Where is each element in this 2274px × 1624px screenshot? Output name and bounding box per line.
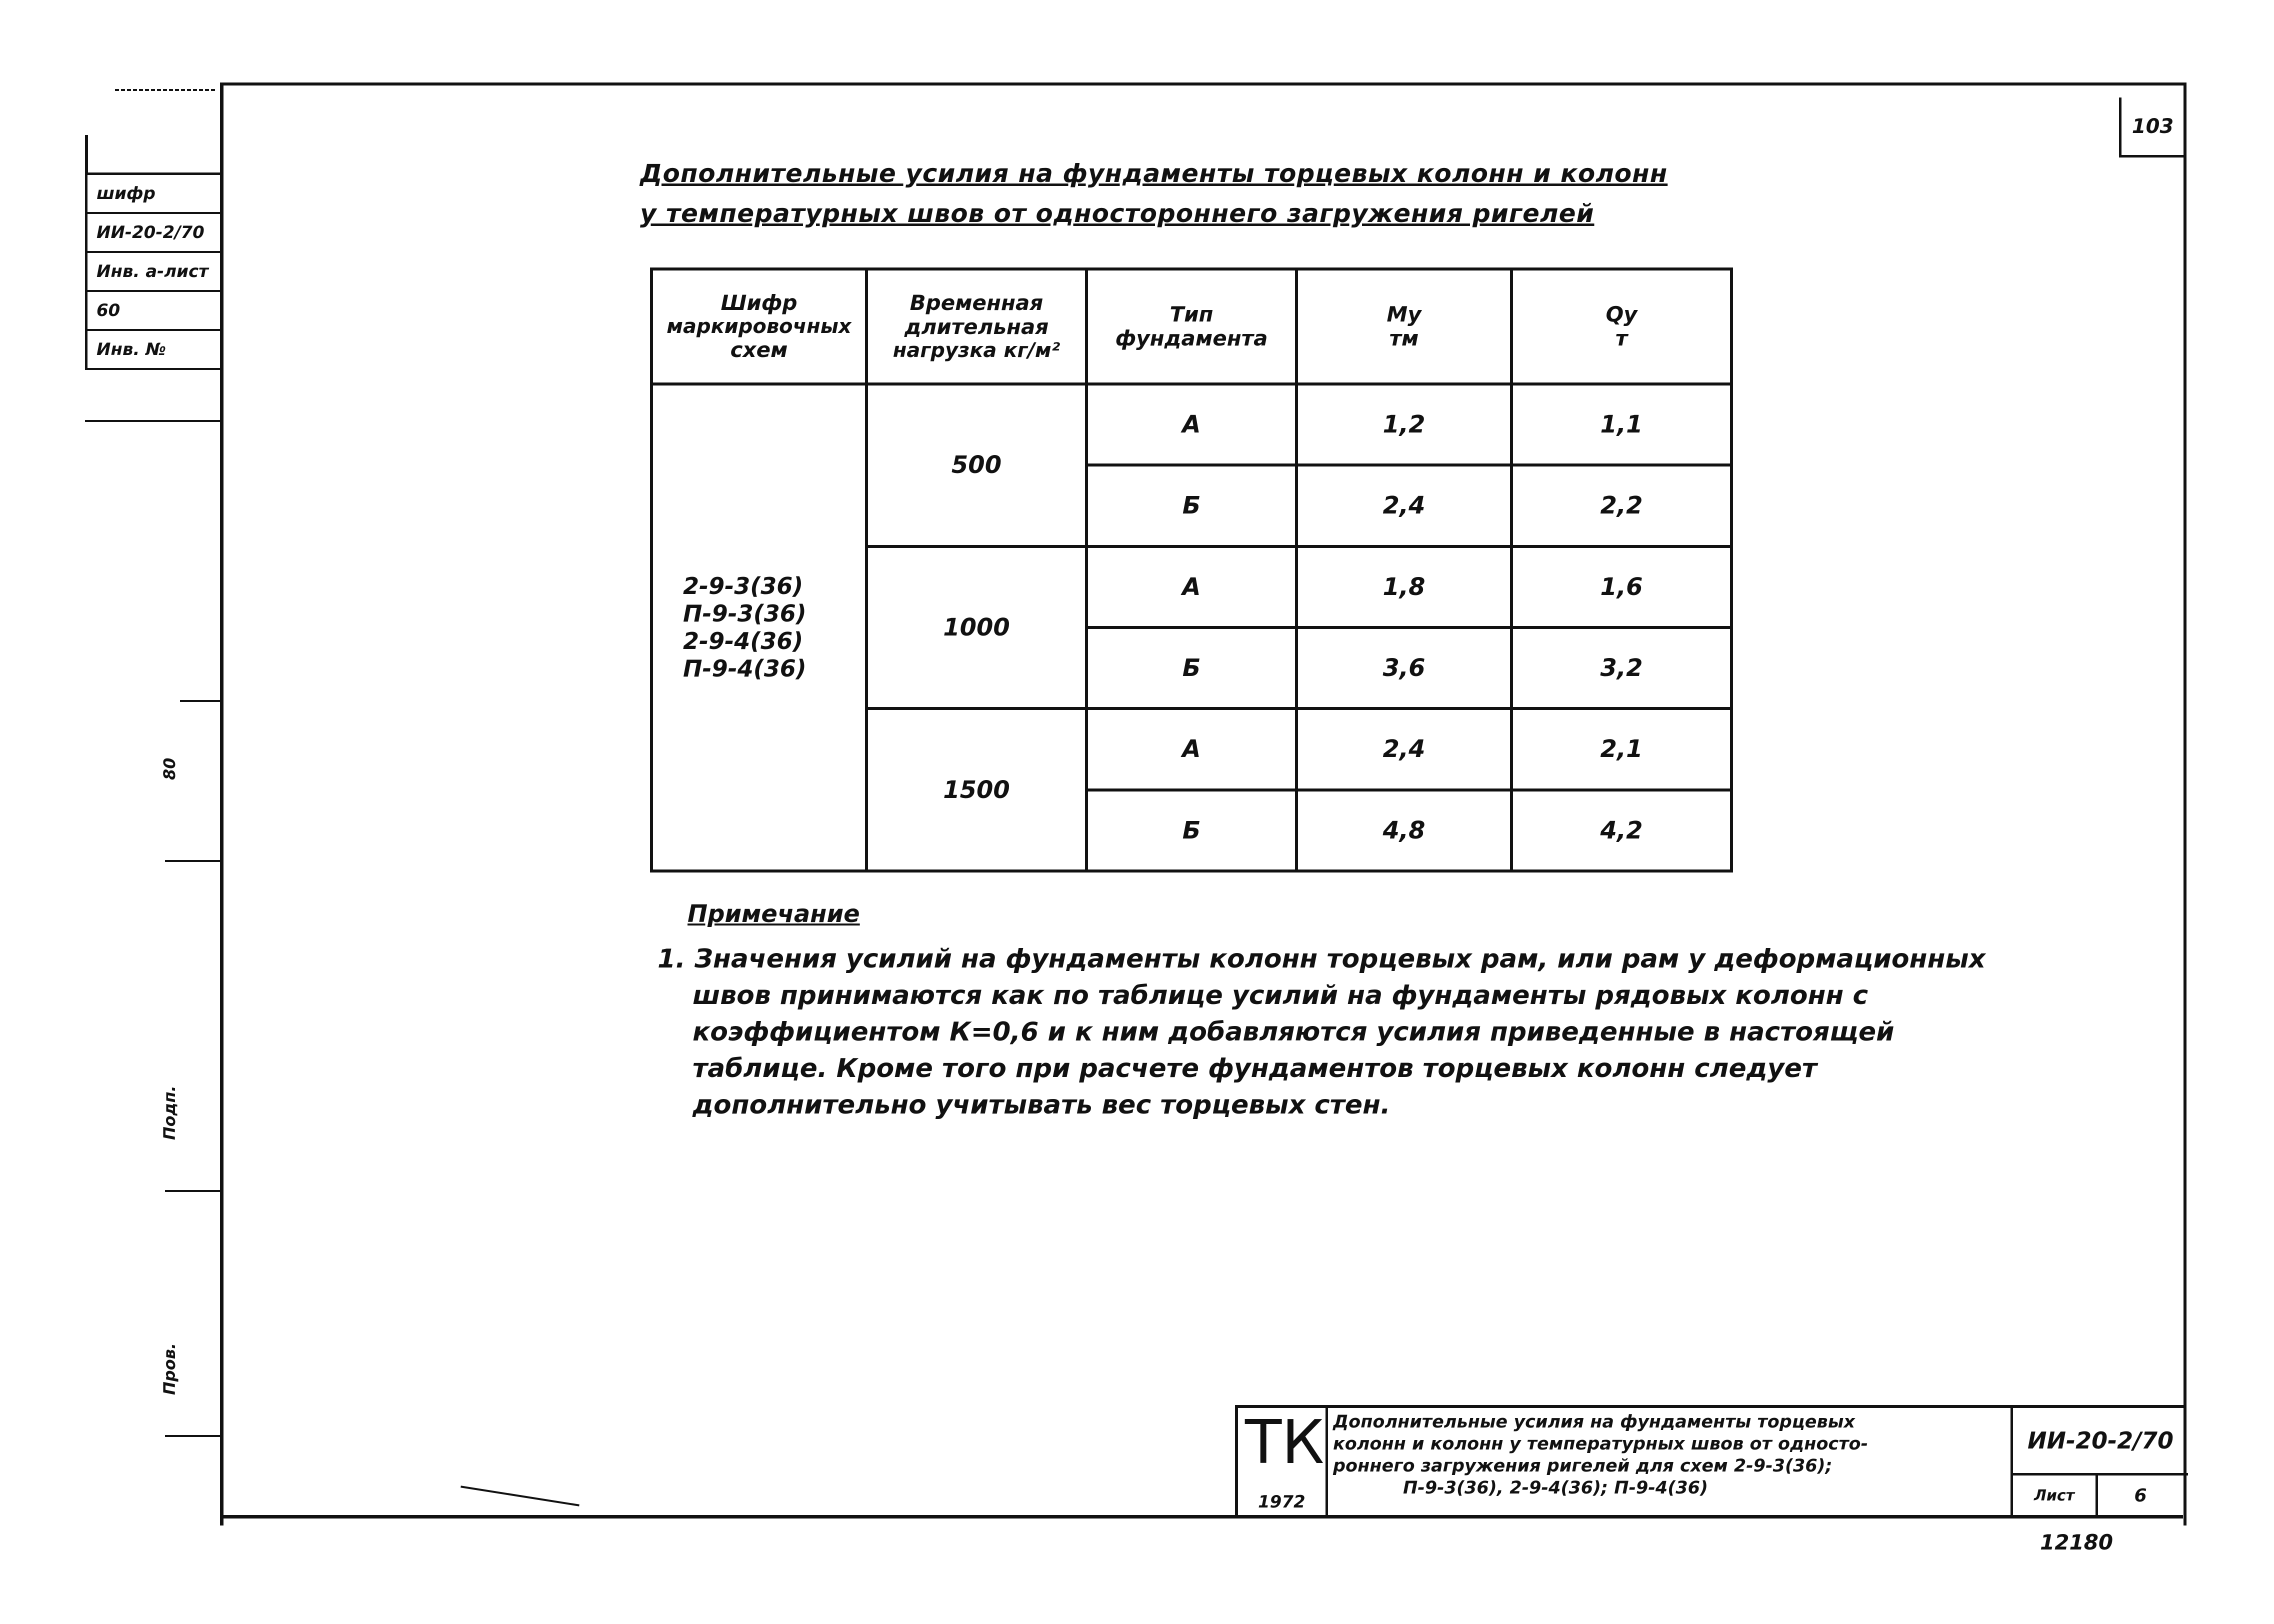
document-title-line-1: Дополнительные усилия на фундаменты торцевых колонн и колонн bbox=[640, 159, 1668, 188]
load-cell: 1500 bbox=[866, 708, 1086, 871]
header-line: Мy bbox=[1386, 302, 1422, 326]
organization-logo: ТК bbox=[1245, 1408, 1324, 1478]
moment-cell: 1,2 bbox=[1296, 384, 1512, 465]
shear-cell: 4,2 bbox=[1512, 790, 1732, 871]
header-line: маркировочных bbox=[666, 315, 852, 338]
type-cell: А bbox=[1086, 546, 1296, 628]
moment-cell: 2,4 bbox=[1296, 708, 1512, 790]
type-cell: Б bbox=[1086, 790, 1296, 871]
stamp-description-line: колонн и колонн у температурных швов от односто- bbox=[1333, 1434, 1868, 1454]
header-line: Тип bbox=[1170, 302, 1214, 326]
type-cell: Б bbox=[1086, 465, 1296, 546]
note-line: коэффициентом К=0,6 и к ним добавляются усилия приведенные в настоящей bbox=[692, 1017, 1894, 1047]
forces-table bbox=[650, 268, 1733, 872]
shear-cell: 1,1 bbox=[1512, 384, 1732, 465]
type-cell: Б bbox=[1086, 628, 1296, 708]
note-line: 1. Значения усилий на фундаменты колонн торцевых рам, или рам у деформационных bbox=[658, 944, 1986, 974]
header-foundation-type bbox=[1086, 269, 1296, 384]
left-strip-divider bbox=[165, 1190, 222, 1192]
left-strip-divider bbox=[85, 420, 220, 422]
table-row bbox=[652, 384, 1732, 465]
note-body bbox=[658, 941, 2108, 1124]
left-rule bbox=[85, 135, 88, 175]
sheet-label: Лист bbox=[2010, 1473, 2098, 1518]
load-cell: 1000 bbox=[866, 546, 1086, 709]
type-cell: А bbox=[1086, 384, 1296, 465]
stamp-description bbox=[1333, 1411, 1983, 1499]
top-tick-mark bbox=[115, 89, 215, 93]
scheme-code: П-9-3(36) bbox=[683, 600, 806, 627]
moment-cell: 4,8 bbox=[1296, 790, 1512, 871]
table-header-row bbox=[652, 269, 1732, 384]
header-line: нагрузка кг/м² bbox=[892, 339, 1060, 362]
stamp-description-line: роннего загружения ригелей для схем 2-9-3(36); bbox=[1333, 1456, 1832, 1476]
left-registration-block bbox=[85, 172, 222, 370]
side-stamp-text: Подп. bbox=[160, 1086, 179, 1140]
stamp-year: 1972 bbox=[1258, 1492, 1306, 1512]
scheme-code: 2-9-4(36) bbox=[683, 628, 804, 654]
header-moment bbox=[1296, 269, 1512, 384]
document-code: ИИ-20-2/70 bbox=[2010, 1408, 2188, 1476]
header-line: фундамента bbox=[1115, 326, 1268, 350]
moment-cell: 2,4 bbox=[1296, 465, 1512, 546]
header-line: длительная bbox=[904, 314, 1049, 339]
document-title-line-2: у температурных швов от одностороннего загружения ригелей bbox=[640, 199, 1594, 228]
header-line: Временная bbox=[910, 290, 1044, 315]
page-number: 103 bbox=[2119, 98, 2184, 158]
left-strip-line bbox=[220, 700, 222, 1520]
note-line: таблице. Кроме того при расчете фундаментов торцевых колонн следует bbox=[692, 1054, 1818, 1084]
type-cell: А bbox=[1086, 708, 1296, 790]
stamp-description-line: П-9-3(36), 2-9-4(36); П-9-4(36) bbox=[1403, 1478, 1708, 1498]
left-block-cell: Инв. № bbox=[88, 331, 222, 370]
left-strip-divider bbox=[165, 1435, 222, 1437]
note-line: дополнительно учитывать вес торцевых стен. bbox=[692, 1090, 1390, 1120]
left-block-cell: шифр bbox=[88, 175, 222, 214]
shear-cell: 2,2 bbox=[1512, 465, 1732, 546]
organization-cell bbox=[1238, 1408, 1328, 1518]
archive-number: 12180 bbox=[2040, 1530, 2114, 1554]
side-stamp-text: Пров. bbox=[160, 1342, 179, 1395]
note-title: Примечание bbox=[688, 900, 860, 928]
left-block-cell: ИИ-20-2/70 bbox=[88, 214, 222, 253]
side-stamp-text: 80 bbox=[160, 758, 179, 780]
note-line: швов принимаются как по таблице усилий на фундаменты рядовых колонн с bbox=[692, 980, 1868, 1010]
moment-cell: 1,8 bbox=[1296, 546, 1512, 628]
header-shear bbox=[1512, 269, 1732, 384]
sheet-value: 6 bbox=[2134, 1485, 2147, 1506]
header-scheme bbox=[652, 269, 866, 384]
header-line: схем bbox=[730, 338, 788, 362]
left-strip-divider bbox=[180, 700, 222, 702]
shear-cell: 1,6 bbox=[1512, 546, 1732, 628]
shear-cell: 2,1 bbox=[1512, 708, 1732, 790]
left-block-cell: 60 bbox=[88, 292, 222, 331]
shear-cell: 3,2 bbox=[1512, 628, 1732, 708]
load-cell: 500 bbox=[866, 384, 1086, 546]
header-line: т bbox=[1615, 326, 1628, 350]
header-line: Шифр bbox=[720, 290, 798, 315]
moment-cell: 3,6 bbox=[1296, 628, 1512, 708]
left-block-cell: Инв. а-лист bbox=[88, 253, 222, 292]
scheme-code: П-9-4(36) bbox=[683, 655, 806, 682]
header-line: Qy bbox=[1606, 302, 1638, 326]
header-line: тм bbox=[1389, 326, 1419, 350]
title-block bbox=[1235, 1405, 2186, 1518]
stamp-description-line: Дополнительные усилия на фундаменты торцевых bbox=[1333, 1412, 1855, 1432]
header-load bbox=[866, 269, 1086, 384]
schemes-cell bbox=[652, 384, 866, 871]
left-strip-divider bbox=[165, 860, 222, 862]
scheme-code: 2-9-3(36) bbox=[683, 572, 804, 600]
